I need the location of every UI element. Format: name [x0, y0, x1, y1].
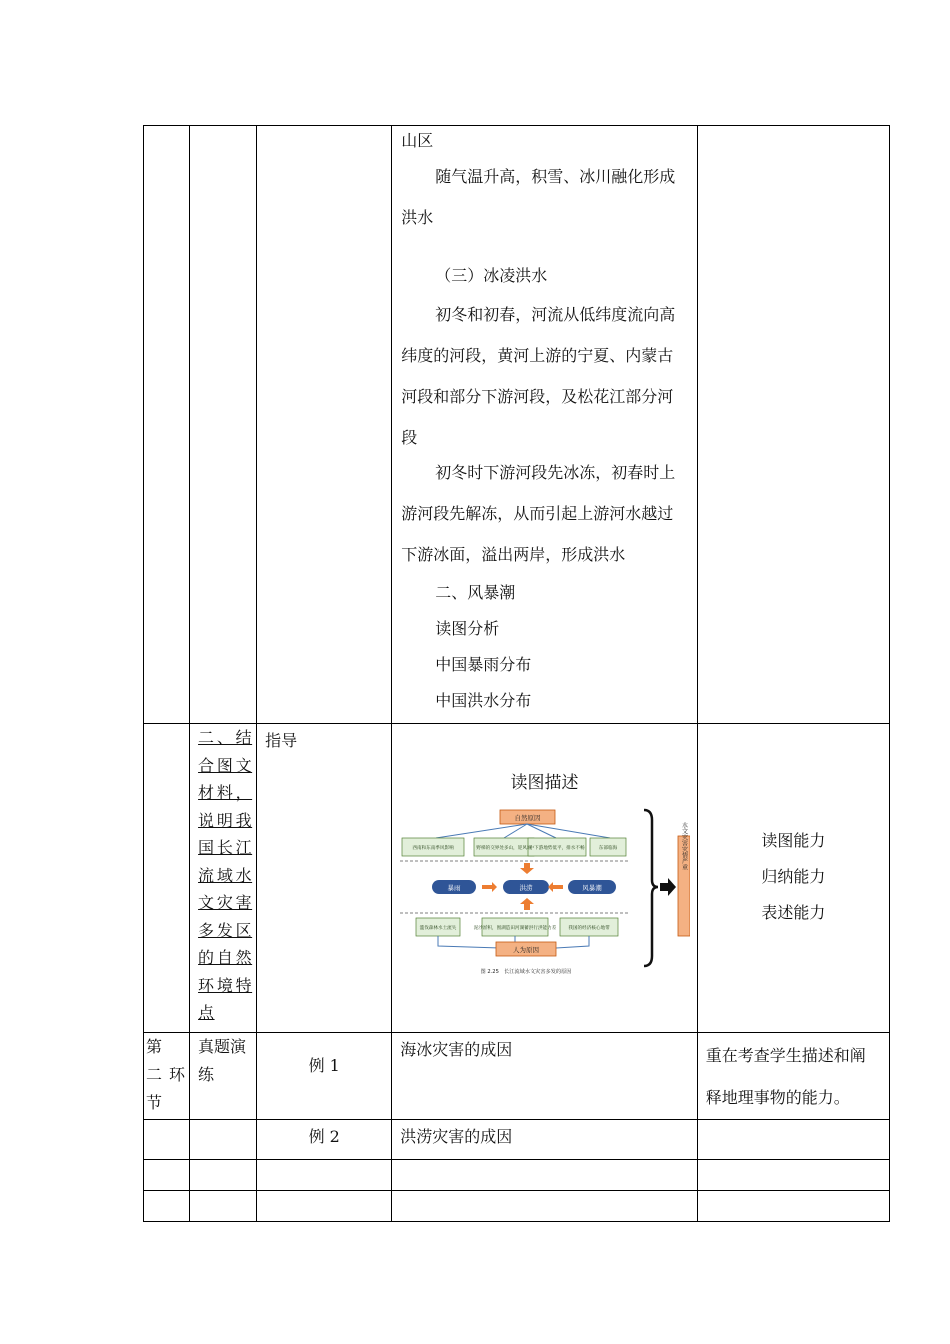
- empty-cell: [392, 1160, 697, 1191]
- cell-example: [257, 1120, 392, 1160]
- human-cause-label: 人为原因: [513, 946, 540, 954]
- cell-ability: [697, 126, 889, 724]
- text-line: 读图分析: [435, 619, 500, 638]
- heading-storm-surge: 二、风暴潮: [435, 583, 516, 602]
- text-line: 中国暴雨分布: [435, 655, 532, 674]
- objective-text: 二、结合图文材料，说明我国长江流域水文灾害多发区的自然环境特点: [198, 728, 253, 1022]
- text-line: 初冬时下游河段先冰冻，初春时上: [435, 463, 676, 482]
- empty-cell: [257, 1191, 392, 1222]
- human-factor-3: 我国的经济核心地带: [568, 926, 610, 931]
- table-row: [144, 126, 890, 724]
- cell-content: [392, 126, 697, 724]
- ability-item: 读图能力: [761, 831, 826, 850]
- natural-cause-label: 自然原因: [514, 814, 541, 822]
- figure-caption: 图 2.25 长江流域水文灾害多发的原因: [480, 969, 572, 975]
- text-line: 初冬和初春，河流从低纬度流向高: [435, 305, 676, 324]
- table-row: [144, 1191, 890, 1222]
- natural-factor-3: 中下游地势低平，排水不畅: [529, 846, 585, 851]
- cell-topic: [392, 1120, 697, 1160]
- topic-text: 海冰灾害的成因: [400, 1040, 513, 1059]
- human-factor-2: 泥沙淤积，围湖造田河湖蓄洪行洪能力差: [473, 926, 557, 931]
- lesson-plan-table: [143, 125, 890, 1222]
- text-line: 下游冰面，溢出两岸，形成洪水: [401, 545, 626, 564]
- empty-cell: [190, 1160, 257, 1191]
- natural-factor-2: 野梯的交界处多山，迎风坡: [476, 846, 532, 851]
- text-line: 洪水: [401, 208, 434, 227]
- example-label: 例 1: [308, 1056, 340, 1075]
- table-row: [144, 1160, 890, 1191]
- subheading-ice-flood: （三）冰凌洪水: [435, 266, 548, 285]
- empty-cell: [144, 1191, 190, 1222]
- empty-cell: [190, 1191, 257, 1222]
- cell-focus: [697, 1033, 889, 1120]
- natural-factor-1: 西南和东南季风影响: [412, 846, 454, 851]
- cell-activity: [190, 1033, 257, 1120]
- human-factor-1: 滥伐森林水土流失: [419, 926, 457, 931]
- table-row: [144, 724, 890, 1033]
- cell-topic: [392, 1033, 697, 1120]
- table-row: [144, 1033, 890, 1120]
- empty-cell: [257, 1160, 392, 1191]
- empty-cell: [697, 1160, 889, 1191]
- cell-stage: [144, 724, 190, 1033]
- activity-label: 真题演练: [198, 1037, 247, 1084]
- cell-stage: [144, 1120, 190, 1160]
- rain-label: 暴雨: [447, 884, 461, 892]
- empty-cell: [392, 1191, 697, 1222]
- cell-activity: [190, 126, 257, 724]
- cell-guide: [257, 724, 392, 1033]
- cell-stage: [144, 1033, 190, 1120]
- storm-surge-label: 风暴潮: [582, 884, 603, 892]
- text-line: 游河段先解冻，从而引起上游河水越过: [401, 504, 674, 523]
- text-line: 河段和部分下游河段，及松花江部分河: [401, 387, 674, 406]
- cell-focus: [697, 1120, 889, 1160]
- text-line: 山区: [401, 131, 434, 150]
- ability-item: 归纳能力: [761, 867, 826, 886]
- focus-line: 释地理事物的能力。: [705, 1088, 850, 1107]
- text-line: 随气温升高，积雪、冰川融化形成: [435, 167, 676, 186]
- cell-example: [257, 1033, 392, 1120]
- flood-label: 洪涝: [519, 884, 533, 892]
- example-label: 例 2: [308, 1127, 340, 1146]
- result-label: 水文灾害灾情严重: [680, 822, 688, 870]
- topic-text: 洪涝灾害的成因: [400, 1127, 513, 1146]
- guide-text: 指导: [265, 731, 298, 750]
- cell-ability: [697, 724, 889, 1033]
- natural-factor-4: 东部临海: [599, 846, 618, 851]
- stage-label: 第 二环节: [146, 1037, 186, 1112]
- cell-figure: [392, 724, 697, 1033]
- figure-title: 读图描述: [510, 773, 579, 793]
- text-line: 中国洪水分布: [435, 691, 532, 710]
- cell-guide: [257, 126, 392, 724]
- ability-item: 表述能力: [761, 903, 826, 922]
- cell-stage: [144, 126, 190, 724]
- empty-cell: [697, 1191, 889, 1222]
- empty-cell: [144, 1160, 190, 1191]
- focus-line: 重在考查学生描述和阐: [705, 1046, 866, 1065]
- cell-activity: [190, 1120, 257, 1160]
- text-line: 段: [401, 428, 418, 447]
- text-line: 纬度的河段，黄河上游的宁夏、内蒙古: [401, 346, 674, 365]
- table-row: [144, 1120, 890, 1160]
- cell-objective: [190, 724, 257, 1033]
- cause-diagram: [400, 806, 690, 976]
